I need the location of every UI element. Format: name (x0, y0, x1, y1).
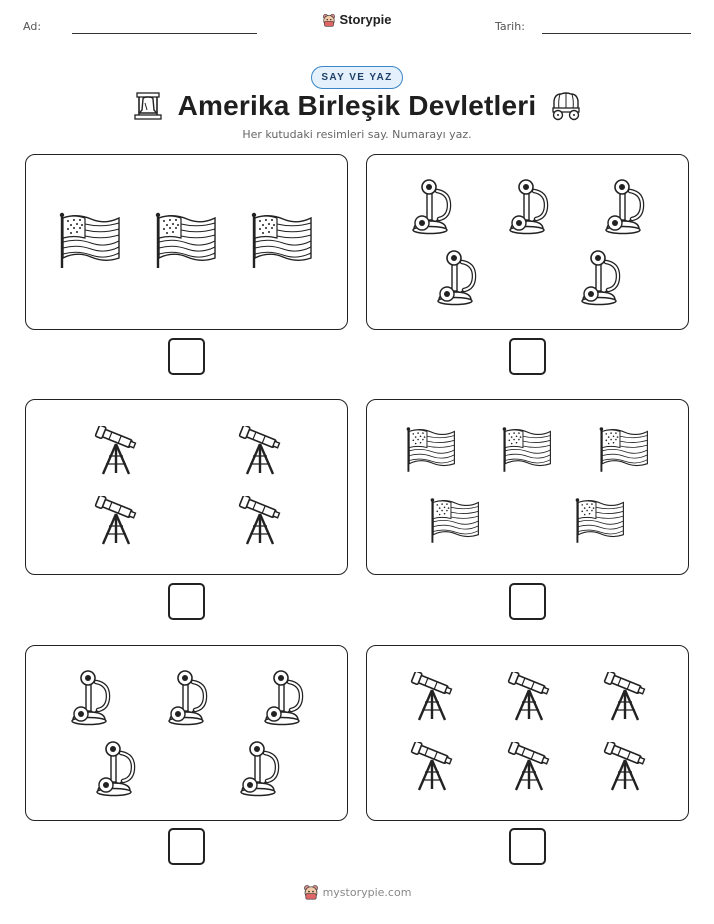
telescope-icon (238, 496, 282, 546)
bear-logo-icon (303, 884, 319, 900)
telescope-icon (410, 742, 454, 792)
answer-box-4[interactable] (509, 583, 546, 620)
candlestick-telephone-icon (238, 741, 282, 797)
activity-badge: SAY VE YAZ (311, 66, 402, 89)
american-flag-icon (502, 426, 552, 474)
candlestick-telephone-icon (603, 179, 647, 235)
brand-name: Storypie (339, 12, 392, 27)
american-flag-icon (59, 212, 121, 270)
answer-box-5[interactable] (168, 828, 205, 865)
answer-box-6[interactable] (509, 828, 546, 865)
answer-box-1[interactable] (168, 338, 205, 375)
title-row (0, 88, 714, 124)
telescope-icon (603, 742, 647, 792)
answer-box-2[interactable] (509, 338, 546, 375)
candlestick-telephone-icon (166, 670, 210, 726)
american-flag-icon (599, 426, 649, 474)
candlestick-telephone-icon (94, 741, 138, 797)
counting-panel-5 (25, 645, 348, 821)
footer-website[interactable]: mystorypie.com (322, 885, 412, 899)
covered-wagon-icon (550, 91, 582, 121)
candlestick-telephone-icon (435, 250, 479, 306)
answer-box-3[interactable] (168, 583, 205, 620)
brand (0, 12, 714, 32)
american-flag-icon (406, 426, 456, 474)
name-line[interactable] (72, 33, 257, 34)
counting-panel-6 (366, 645, 689, 821)
candlestick-telephone-icon (579, 250, 623, 306)
american-flag-icon (575, 497, 625, 545)
badge-wrap (0, 66, 714, 89)
name-label: Ad: (23, 20, 42, 33)
telescope-icon (507, 742, 551, 792)
telescope-icon (94, 496, 138, 546)
american-flag-icon (430, 497, 480, 545)
page-title: Amerika Birleşik Devletleri (177, 90, 537, 121)
candlestick-telephone-icon (507, 179, 551, 235)
liberty-bell-icon (132, 91, 164, 121)
counting-panel-3 (25, 399, 348, 575)
counting-panel-4 (366, 399, 689, 575)
telescope-icon (603, 672, 647, 722)
footer (0, 884, 714, 900)
date-label: Tarih: (495, 20, 525, 33)
american-flag-icon (251, 212, 313, 270)
candlestick-telephone-icon (262, 670, 306, 726)
telescope-icon (94, 426, 138, 476)
candlestick-telephone-icon (410, 179, 454, 235)
date-line[interactable] (542, 33, 691, 34)
telescope-icon (507, 672, 551, 722)
american-flag-icon (155, 212, 217, 270)
candlestick-telephone-icon (69, 670, 113, 726)
counting-panel-1 (25, 154, 348, 330)
instructions: Her kutudaki resimleri say. Numarayı yaz. (242, 128, 472, 141)
counting-panel-2 (366, 154, 689, 330)
telescope-icon (410, 672, 454, 722)
bear-logo-icon (322, 13, 336, 27)
telescope-icon (238, 426, 282, 476)
